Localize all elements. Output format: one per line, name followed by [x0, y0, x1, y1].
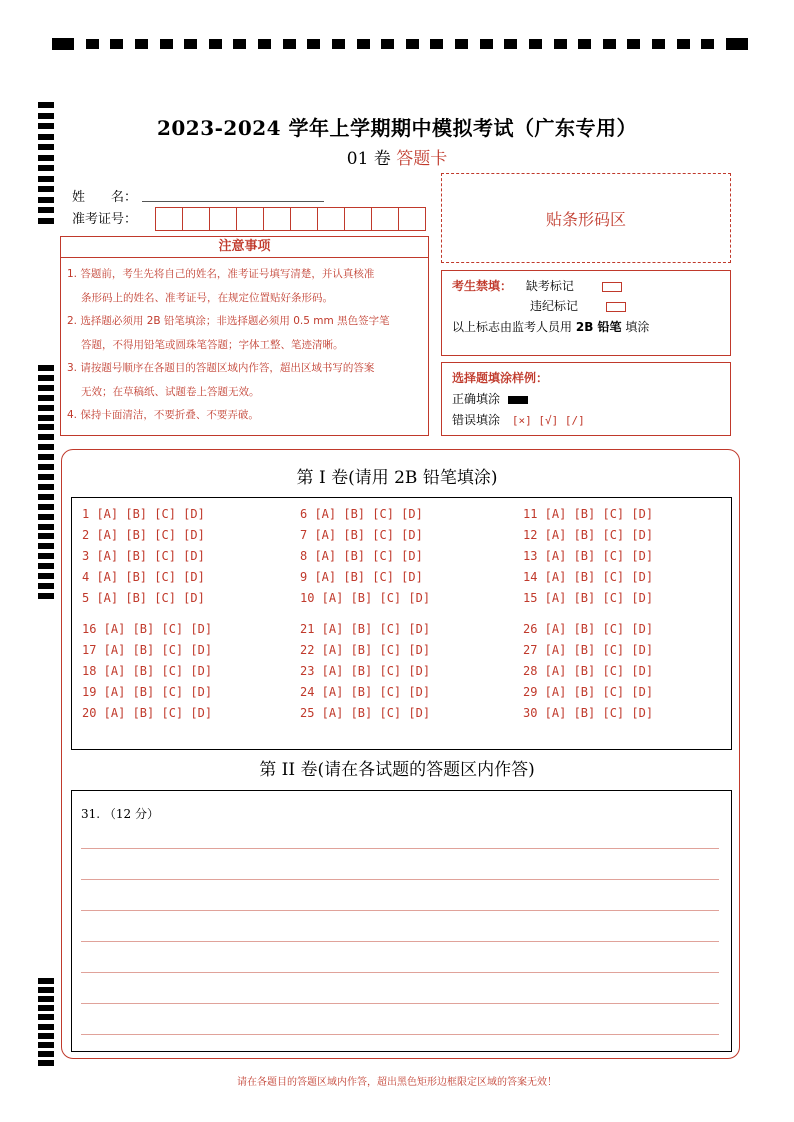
timing-mark	[38, 543, 54, 549]
timing-mark	[38, 102, 54, 108]
timing-mark	[406, 39, 419, 49]
name-field[interactable]	[142, 201, 324, 202]
timing-mark	[38, 218, 54, 224]
choice-question-24[interactable]: 24 [A] [B] [C] [D]	[300, 685, 431, 699]
choice-question-11[interactable]: 11 [A] [B] [C] [D]	[523, 507, 654, 521]
timing-mark	[160, 39, 173, 49]
choice-question-29[interactable]: 29 [A] [B] [C] [D]	[523, 685, 654, 699]
barcode-area	[441, 173, 731, 263]
timing-mark	[38, 385, 54, 391]
choice-question-4[interactable]: 4 [A] [B] [C] [D]	[82, 570, 205, 584]
timing-mark	[38, 415, 54, 421]
choice-question-20[interactable]: 20 [A] [B] [C] [D]	[82, 706, 213, 720]
timing-mark	[38, 1014, 54, 1020]
footer-warning: 请在各题目的答题区域内作答，超出黑色矩形边框限定区域的答案无效！	[237, 1077, 557, 1088]
timing-mark	[38, 207, 54, 213]
timing-mark	[578, 39, 591, 49]
fill-sample-box	[441, 362, 731, 436]
choice-question-5[interactable]: 5 [A] [B] [C] [D]	[82, 591, 205, 605]
timing-mark	[283, 39, 296, 49]
timing-mark	[86, 39, 99, 49]
answer-line	[81, 848, 719, 849]
timing-mark	[258, 39, 271, 49]
choice-question-1[interactable]: 1 [A] [B] [C] [D]	[82, 507, 205, 521]
timing-marks-top	[52, 38, 748, 50]
notice-line: 2. 选择题必须用 2B 铅笔填涂；非选择题必须用 0.5 mm 黑色签字笔	[67, 315, 390, 327]
notice-item	[67, 310, 422, 357]
id-digit-box[interactable]	[156, 208, 183, 230]
timing-mark	[357, 39, 370, 49]
choice-question-2[interactable]: 2 [A] [B] [C] [D]	[82, 528, 205, 542]
violation-label: 违纪标记	[530, 299, 579, 313]
id-digit-box[interactable]	[372, 208, 399, 230]
choice-question-23[interactable]: 23 [A] [B] [C] [D]	[300, 664, 431, 678]
notice-item	[67, 404, 422, 428]
timing-mark	[38, 395, 54, 401]
choice-question-3[interactable]: 3 [A] [B] [C] [D]	[82, 549, 205, 563]
violation-mark[interactable]	[606, 302, 626, 312]
answer-line	[81, 1034, 719, 1035]
timing-mark	[38, 514, 54, 520]
choice-question-17[interactable]: 17 [A] [B] [C] [D]	[82, 643, 213, 657]
proctor-marks-box	[441, 270, 731, 356]
choice-question-19[interactable]: 19 [A] [B] [C] [D]	[82, 685, 213, 699]
id-digit-box[interactable]	[318, 208, 345, 230]
correct-fill-label: 正确填涂	[452, 392, 501, 406]
answer-line	[81, 879, 719, 880]
answer-line	[81, 941, 719, 942]
notice-box	[60, 258, 429, 436]
timing-mark	[554, 39, 567, 49]
timing-mark	[38, 533, 54, 539]
proctor-note-end: 填涂	[625, 320, 650, 334]
timing-mark	[38, 553, 54, 559]
notice-line: 4. 保持卡面清洁，不要折叠、不要弄破。	[67, 409, 259, 421]
timing-mark	[38, 424, 54, 430]
timing-mark	[652, 39, 665, 49]
timing-mark	[38, 987, 54, 993]
timing-marks-left-lower	[38, 978, 54, 1066]
timing-mark	[726, 38, 748, 50]
timing-mark	[209, 39, 222, 49]
timing-mark	[110, 39, 123, 49]
absent-label: 缺考标记	[525, 279, 574, 293]
timing-mark	[38, 197, 54, 203]
timing-mark	[38, 563, 54, 569]
timing-mark	[38, 1042, 54, 1048]
notice-line: 答题，不得用铅笔或圆珠笔答题；字体工整、笔迹清晰。	[81, 338, 344, 351]
choice-question-6[interactable]: 6 [A] [B] [C] [D]	[300, 507, 423, 521]
choice-question-18[interactable]: 18 [A] [B] [C] [D]	[82, 664, 213, 678]
timing-mark	[38, 1005, 54, 1011]
id-digit-box[interactable]	[183, 208, 210, 230]
timing-mark	[38, 573, 54, 579]
answer-line	[81, 1003, 719, 1004]
timing-mark	[332, 39, 345, 49]
question-31-label: 31. （12 分）	[81, 807, 159, 821]
timing-mark	[480, 39, 493, 49]
barcode-label: 贴条形码区	[545, 209, 626, 229]
notice-line: 1. 答题前，考生先将自己的姓名，准考证号填写清楚，并认真核准	[67, 268, 375, 280]
timing-mark	[38, 434, 54, 440]
choice-question-15[interactable]: 15 [A] [B] [C] [D]	[523, 591, 654, 605]
timing-mark	[38, 176, 54, 182]
proctor-note: 以上标志由监考人员用	[452, 320, 573, 334]
timing-mark	[38, 996, 54, 1002]
notice-line: 3. 请按题号顺序在各题目的答题区域内作答，超出区域书写的答案	[67, 362, 375, 374]
answer-line	[81, 910, 719, 911]
id-digit-box[interactable]	[237, 208, 264, 230]
choice-question-8[interactable]: 8 [A] [B] [C] [D]	[300, 549, 423, 563]
timing-mark	[38, 494, 54, 500]
absent-mark[interactable]	[602, 282, 622, 292]
timing-mark	[38, 1051, 54, 1057]
timing-mark	[38, 1024, 54, 1030]
name-label: 姓 名：	[72, 190, 138, 205]
choice-question-10[interactable]: 10 [A] [B] [C] [D]	[300, 591, 431, 605]
id-digit-box[interactable]	[264, 208, 291, 230]
notice-item	[67, 263, 422, 310]
notice-title: 注意事项	[60, 236, 429, 258]
timing-mark	[38, 1060, 54, 1066]
choice-question-27[interactable]: 27 [A] [B] [C] [D]	[523, 643, 654, 657]
choice-question-13[interactable]: 13 [A] [B] [C] [D]	[523, 549, 654, 563]
answer-line	[81, 972, 719, 973]
timing-mark	[677, 39, 690, 49]
timing-mark	[38, 524, 54, 530]
id-digit-box[interactable]	[210, 208, 237, 230]
timing-mark	[38, 444, 54, 450]
choice-question-7[interactable]: 7 [A] [B] [C] [D]	[300, 528, 423, 542]
timing-mark	[38, 186, 54, 192]
timing-mark	[38, 593, 54, 599]
timing-mark	[135, 39, 148, 49]
choice-question-25[interactable]: 25 [A] [B] [C] [D]	[300, 706, 431, 720]
essay-answer-area[interactable]	[71, 790, 732, 1052]
id-digit-box[interactable]	[399, 208, 425, 230]
timing-mark	[38, 1033, 54, 1039]
id-digit-box[interactable]	[345, 208, 372, 230]
page-subtitle	[0, 144, 794, 169]
timing-mark	[701, 39, 714, 49]
timing-mark	[627, 39, 640, 49]
proctor-note-pencil: 2B 铅笔	[575, 320, 622, 334]
proctor-marks-title: 考生禁填：	[452, 279, 513, 293]
choice-question-9[interactable]: 9 [A] [B] [C] [D]	[300, 570, 423, 584]
timing-mark	[233, 39, 246, 49]
answer-card-label: 答题卡	[396, 149, 448, 169]
choice-question-26[interactable]: 26 [A] [B] [C] [D]	[523, 622, 654, 636]
exam-id-boxes[interactable]	[155, 207, 426, 231]
wrong-fill-samples: [×] [√] [/]	[511, 414, 585, 427]
notice-line: 条形码上的姓名、准考证号，在规定位置贴好条形码。	[81, 291, 333, 304]
timing-mark	[504, 39, 517, 49]
choice-question-22[interactable]: 22 [A] [B] [C] [D]	[300, 643, 431, 657]
timing-mark	[38, 375, 54, 381]
timing-mark	[38, 504, 54, 510]
exam-id-label: 准考证号：	[72, 212, 138, 227]
timing-mark	[184, 39, 197, 49]
notice-line: 无效；在草稿纸、试题卷上答题无效。	[81, 385, 260, 398]
id-digit-box[interactable]	[291, 208, 318, 230]
choice-question-12[interactable]: 12 [A] [B] [C] [D]	[523, 528, 654, 542]
choice-question-21[interactable]: 21 [A] [B] [C] [D]	[300, 622, 431, 636]
part2-title: 第 II 卷(请在各试题的答题区内作答)	[259, 760, 535, 780]
timing-mark	[38, 365, 54, 371]
timing-mark	[430, 39, 443, 49]
choice-question-28[interactable]: 28 [A] [B] [C] [D]	[523, 664, 654, 678]
paper-number: 01 卷	[346, 149, 391, 169]
timing-mark	[603, 39, 616, 49]
choice-question-30[interactable]: 30 [A] [B] [C] [D]	[523, 706, 654, 720]
timing-mark	[529, 39, 542, 49]
choice-question-16[interactable]: 16 [A] [B] [C] [D]	[82, 622, 213, 636]
timing-mark	[307, 39, 320, 49]
timing-mark	[38, 405, 54, 411]
part1-title: 第 I 卷(请用 2B 铅笔填涂)	[296, 468, 498, 488]
correct-fill-sample	[508, 396, 528, 404]
timing-mark	[38, 454, 54, 460]
timing-mark	[455, 39, 468, 49]
page-title: 2023-2024 学年上学期期中模拟考试（广东专用）	[156, 116, 638, 140]
timing-mark	[38, 583, 54, 589]
timing-mark	[52, 38, 74, 50]
fill-sample-title: 选择题填涂样例：	[452, 371, 549, 385]
wrong-fill-label: 错误填涂	[452, 413, 501, 427]
notice-item	[67, 357, 422, 404]
choice-question-14[interactable]: 14 [A] [B] [C] [D]	[523, 570, 654, 584]
timing-mark	[381, 39, 394, 49]
timing-mark	[38, 978, 54, 984]
